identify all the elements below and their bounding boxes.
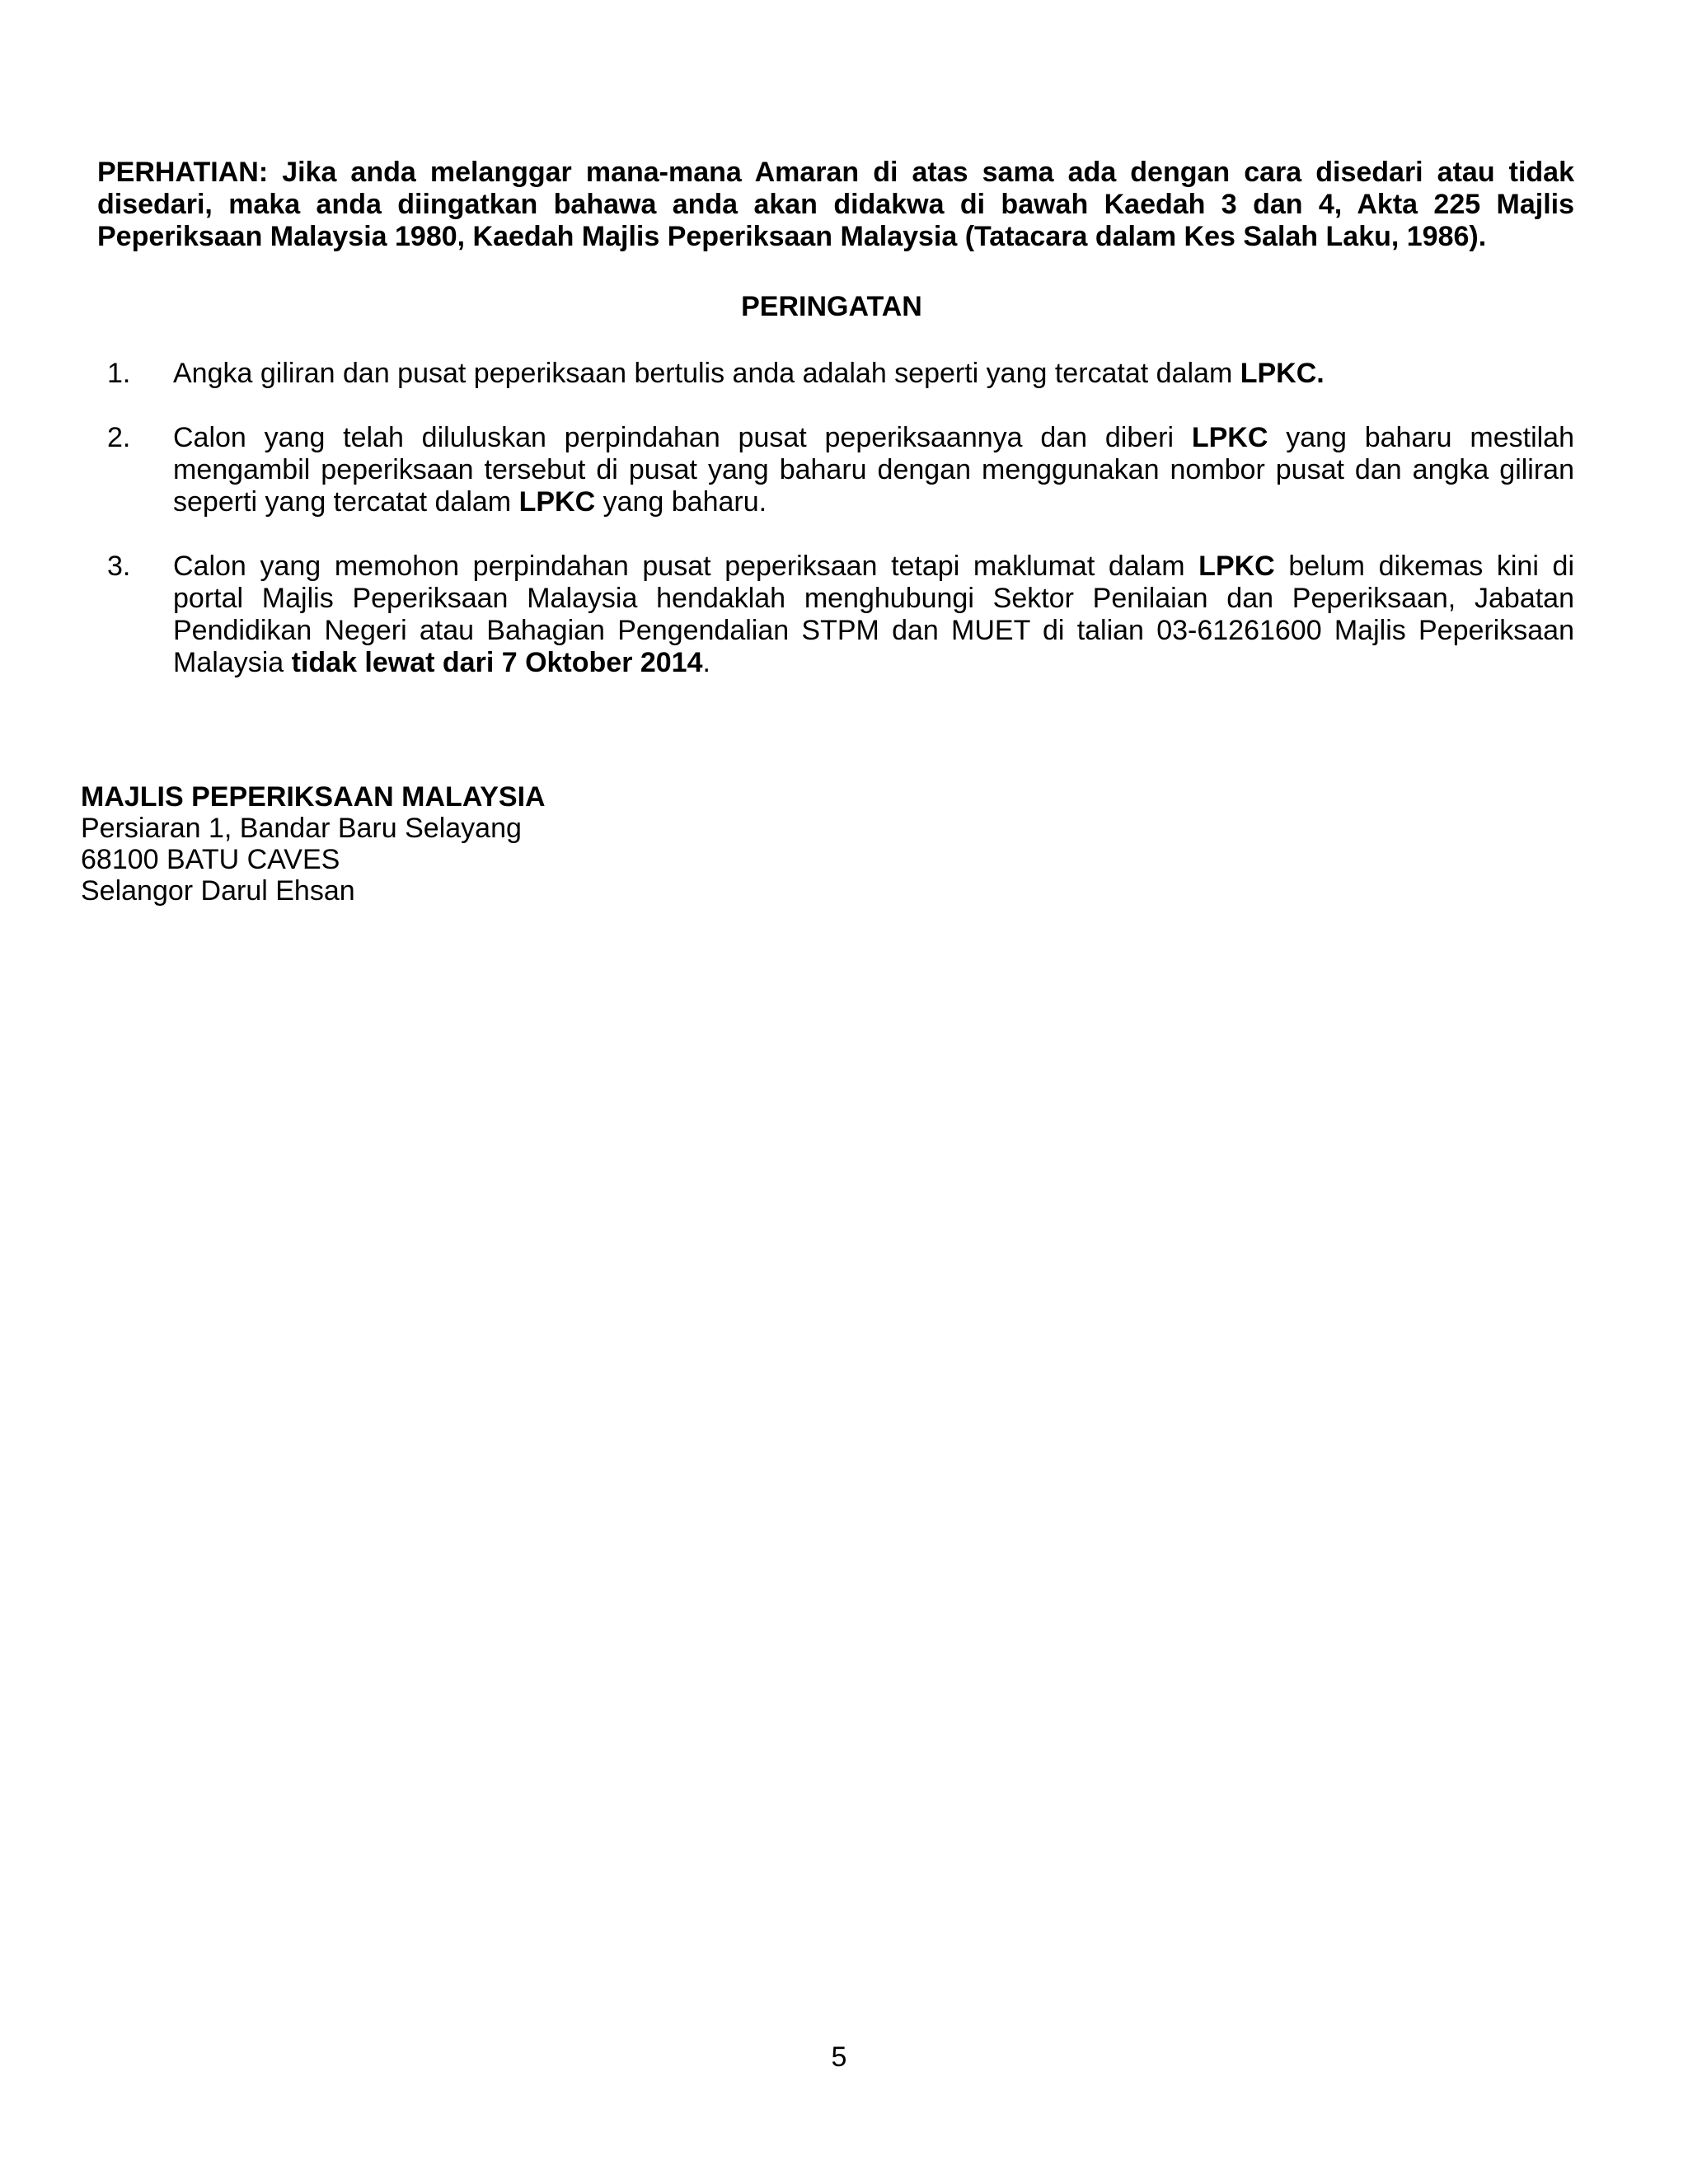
item-bold-a: LPKC bbox=[1198, 551, 1275, 582]
item-text-c: . bbox=[702, 647, 710, 678]
item-bold-a: LPKC. bbox=[1240, 358, 1325, 389]
item-text-b: belum dikemas kini di portal Majlis Peperiksaan Malaysia hendaklah menghubungi Sektor Penilaian dan Peperiksaan, Jabatan Pendidikan Negeri atau Bahagian Pengendalian STPM dan MUET di talian 03-61261600 Majlis Peperiksaan Malaysia bbox=[173, 551, 1575, 678]
item-text-a: Calon yang telah diluluskan perpindahan pusat peperiksaannya dan diberi bbox=[173, 422, 1175, 453]
item-text-b: yang baharu mestilah mengambil peperiksaan tersebut di pusat yang baharu dengan menggunakan nombor pusat dan angka giliran seperti yang tercatat dalam bbox=[173, 422, 1574, 518]
address-line-2: 68100 BATU CAVES bbox=[81, 844, 340, 875]
section-title: PERINGATAN bbox=[741, 291, 922, 322]
warning-paragraph bbox=[97, 157, 1574, 253]
item-text-a: Calon yang memohon perpindahan pusat peperiksaan tetapi maklumat dalam bbox=[173, 551, 1185, 582]
list-item-2 bbox=[107, 422, 1574, 518]
item-bold-b: tidak lewat dari 7 Oktober 2014 bbox=[291, 647, 703, 678]
list-item-text bbox=[173, 551, 1574, 679]
item-text-a: Angka giliran dan pusat peperiksaan bertulis anda adalah seperti yang tercatat dalam bbox=[173, 358, 1233, 389]
item-text-c: yang baharu. bbox=[603, 486, 767, 518]
organization-name: MAJLIS PEPERIKSAAN MALAYSIA bbox=[81, 781, 546, 813]
item-bold-a: LPKC bbox=[1191, 422, 1268, 453]
address-block bbox=[81, 781, 546, 907]
list-item-number: 2. bbox=[107, 422, 131, 453]
list-item-number: 1. bbox=[107, 358, 131, 389]
warning-label: PERHATIAN: bbox=[97, 157, 269, 188]
list-item-text bbox=[173, 422, 1574, 518]
item-bold-b: LPKC bbox=[518, 486, 596, 518]
page-number: 5 bbox=[831, 2041, 847, 2073]
list-item-3 bbox=[107, 551, 1574, 679]
list-item-text bbox=[173, 358, 1574, 390]
warning-text: Jika anda melanggar mana-mana Amaran di atas sama ada dengan cara disedari atau tidak disedari, maka anda diingatkan bahawa anda akan didakwa di bawah Kaedah 3 dan 4, Akta 225 Majlis Peperiksaan Malaysia 1980, Kaedah Majlis Peperiksaan Malaysia (Tatacara dalam Kes Salah Laku, 1986). bbox=[97, 157, 1575, 252]
list-item-1 bbox=[107, 358, 1574, 390]
list-item-number: 3. bbox=[107, 551, 131, 582]
address-line-1: Persiaran 1, Bandar Baru Selayang bbox=[81, 813, 522, 844]
address-line-3: Selangor Darul Ehsan bbox=[81, 875, 355, 907]
